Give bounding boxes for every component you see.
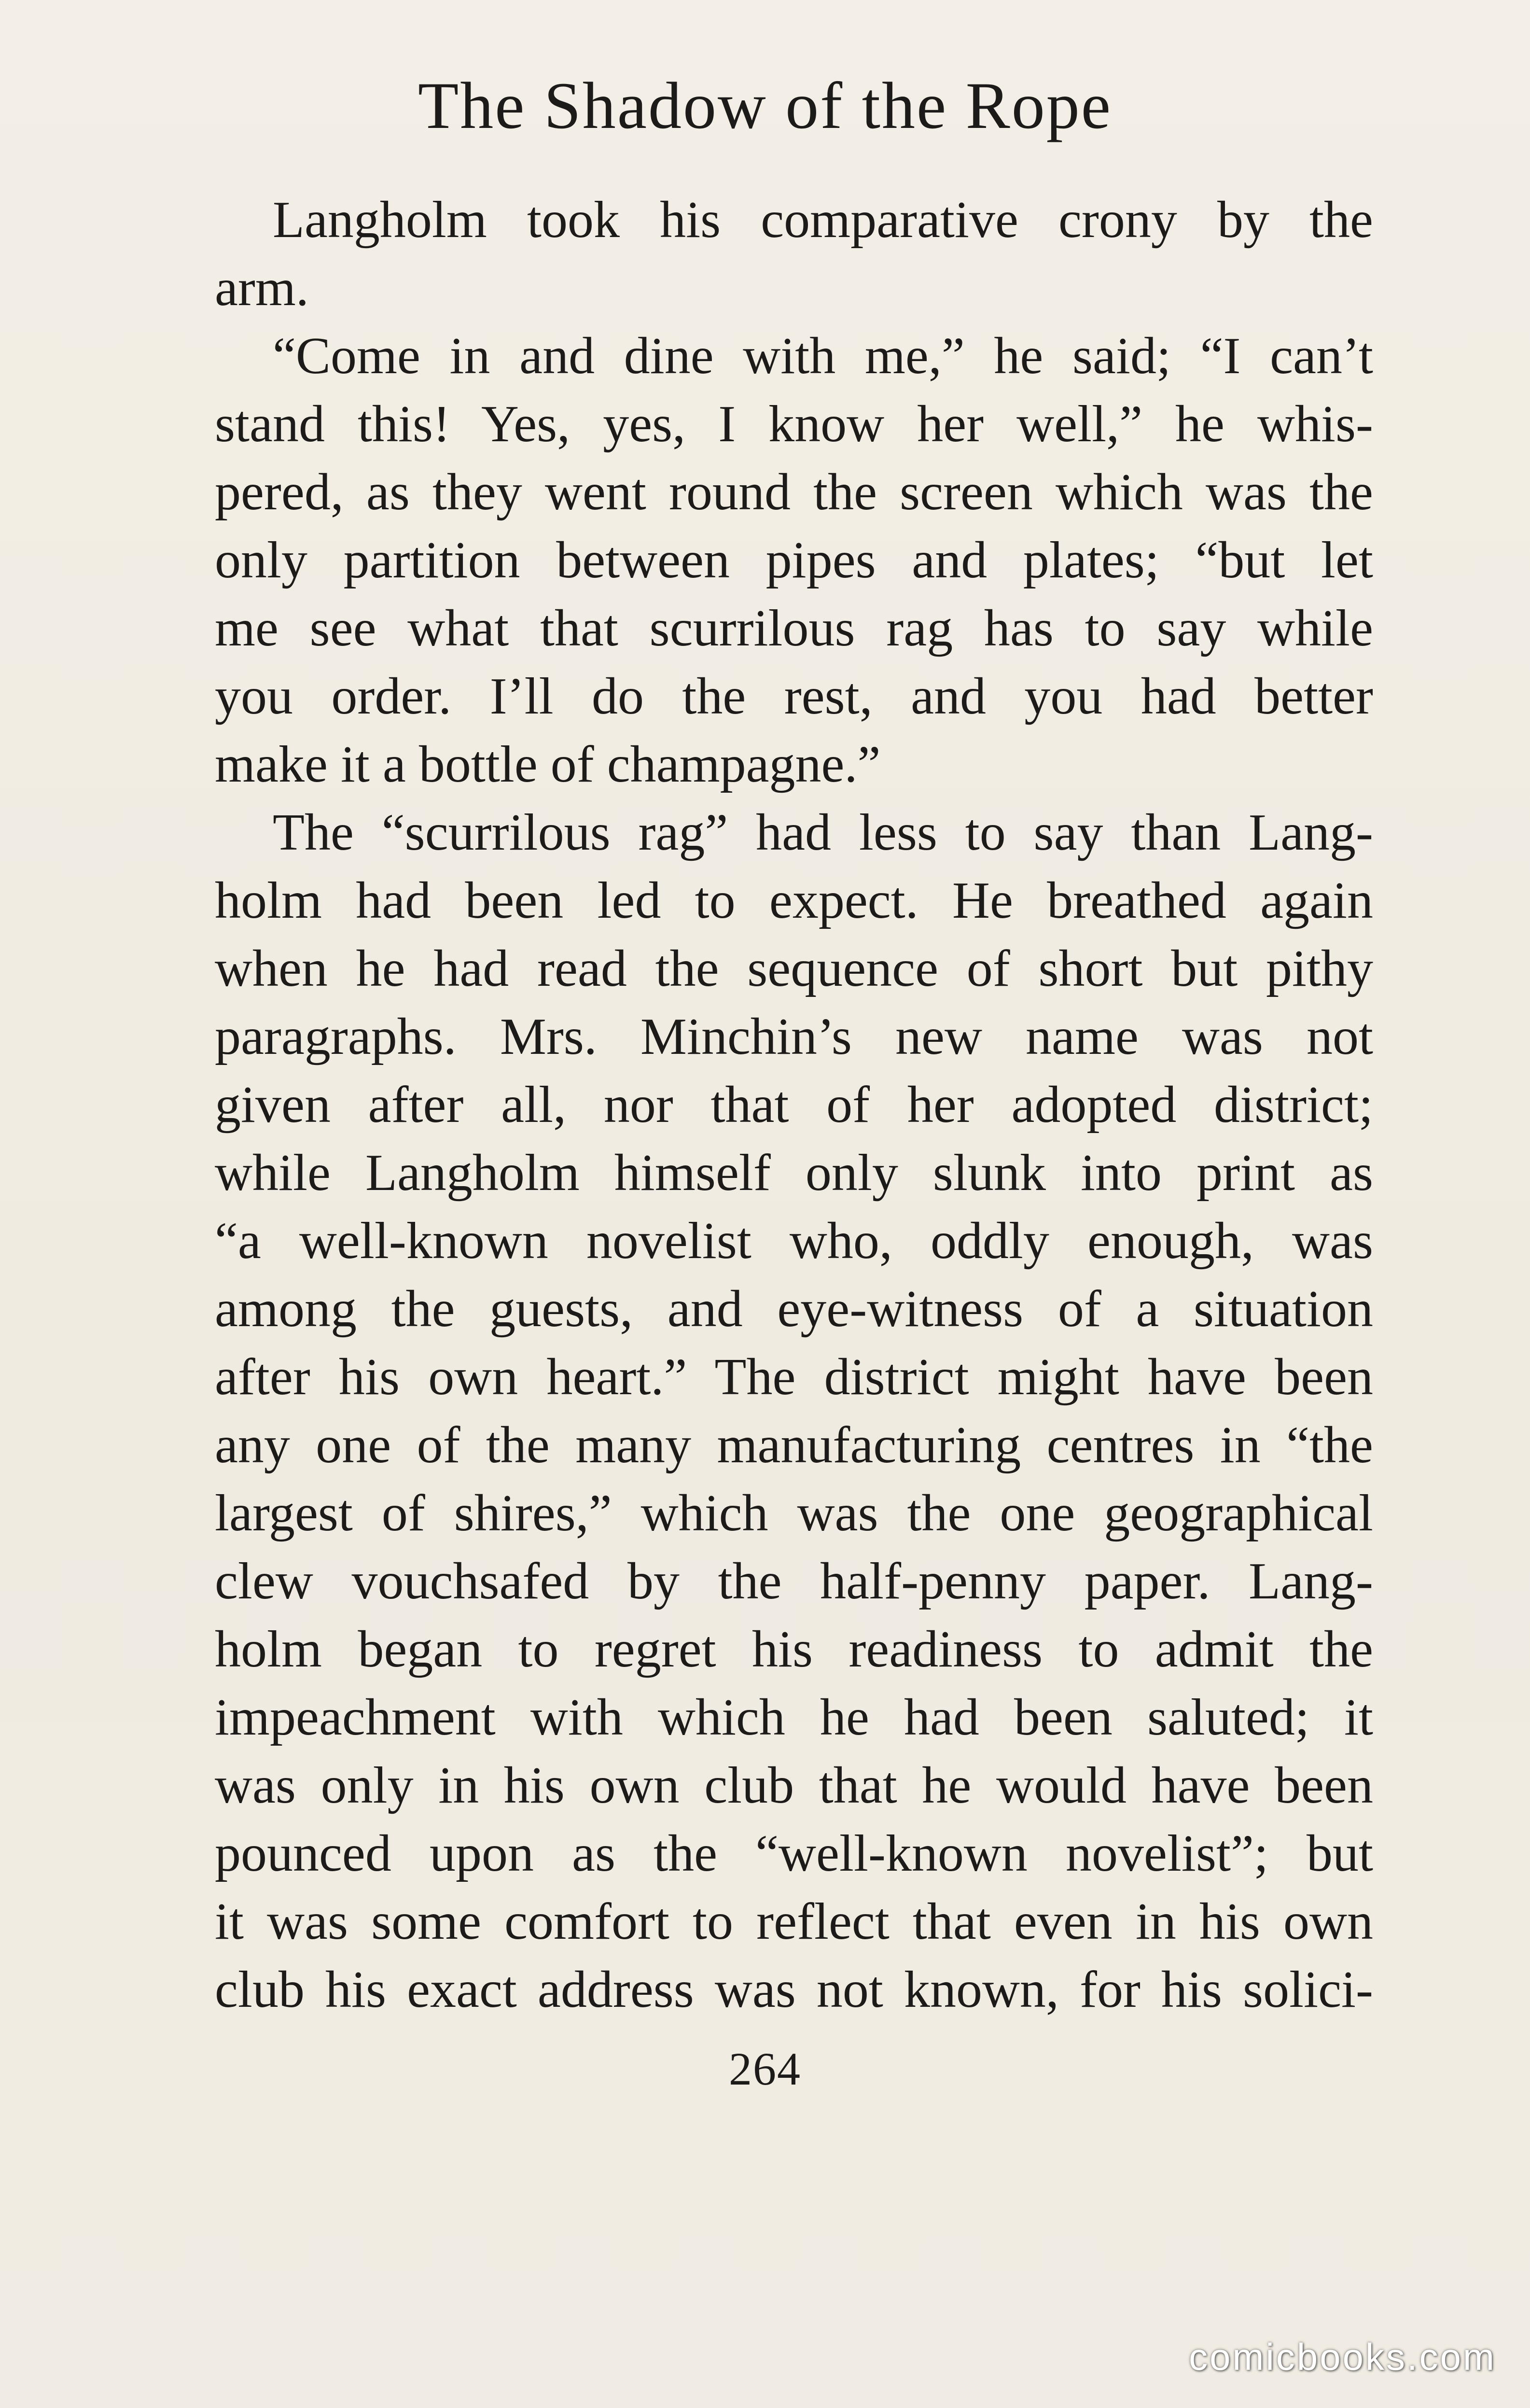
text-line: paragraphs. Mrs. Minchin’s new name was not: [215, 1008, 1373, 1065]
text-line: after his own heart.” The district might have been: [215, 1348, 1373, 1406]
text-line: “a well-known novelist who, oddly enough, was: [215, 1212, 1373, 1270]
text-line: among the guests, and eye-witness of a situation: [215, 1280, 1373, 1338]
text-line: clew vouchsafed by the half-penny paper. Lang-: [215, 1553, 1373, 1610]
text-line: when he had read the sequence of short but pithy: [215, 940, 1373, 997]
text-line: holm began to regret his readiness to admit the: [215, 1621, 1373, 1678]
text-line: you order. I’ll do the rest, and you had better: [215, 668, 1373, 725]
watermark: comicbooks.com: [1189, 2336, 1496, 2378]
text-line: given after all, nor that of her adopted district;: [215, 1076, 1373, 1134]
text-line: it was some comfort to reflect that even in his own: [215, 1893, 1373, 1950]
text-line: largest of shires,” which was the one geographical: [215, 1484, 1373, 1542]
text-line: The “scurrilous rag” had less to say than Lang-: [273, 804, 1373, 861]
text-line: stand this! Yes, yes, I know her well,” he whis-: [215, 395, 1373, 453]
text-line: any one of the many manufacturing centres in “the: [215, 1416, 1373, 1474]
text-line: Langholm took his comparative crony by the: [273, 191, 1373, 249]
text-line: make it a bottle of champagne.”: [215, 736, 881, 793]
running-head: The Shadow of the Rope: [417, 69, 1113, 142]
text-line: pounced upon as the “well-known novelist”; but: [215, 1825, 1373, 1882]
text-line: only partition between pipes and plates; “but let: [215, 532, 1373, 589]
text-line: holm had been led to expect. He breathed again: [215, 872, 1373, 929]
text-line: impeachment with which he had been saluted; it: [215, 1689, 1373, 1746]
text-line: pered, as they went round the screen which was the: [215, 463, 1373, 521]
text-line: while Langholm himself only slunk into print as: [215, 1144, 1373, 1202]
text-line: was only in his own club that he would have been: [215, 1757, 1373, 1814]
text-line: club his exact address was not known, for his solici-: [215, 1961, 1373, 2018]
text-line: arm.: [215, 259, 309, 317]
body-text: [215, 186, 1373, 2024]
text-line: me see what that scurrilous rag has to say while: [215, 600, 1373, 657]
text-line: “Come in and dine with me,” he said; “I can’t: [273, 327, 1373, 385]
page-number: 264: [729, 2043, 801, 2095]
